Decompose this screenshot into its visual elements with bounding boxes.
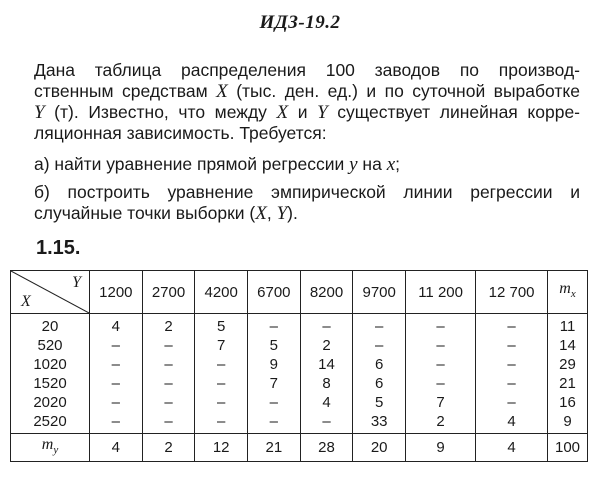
table-cell: –: [353, 336, 406, 355]
table-cell: 4: [300, 393, 353, 412]
table-row: [11, 374, 588, 393]
table-cell: –: [142, 374, 195, 393]
table-row: [11, 314, 588, 337]
table-cell: –: [142, 393, 195, 412]
distribution-table: [10, 270, 588, 462]
corner-y-label: Y: [72, 274, 81, 291]
table-cell: 5: [248, 336, 301, 355]
x-value: 1020: [11, 355, 90, 374]
mx-value: 11: [548, 314, 588, 337]
mx-value: 14: [548, 336, 588, 355]
my-value: 9: [406, 434, 476, 462]
table-cell: 2: [406, 412, 476, 434]
table-cell: 7: [248, 374, 301, 393]
table-row: [11, 355, 588, 374]
my-value: 20: [353, 434, 406, 462]
table-cell: –: [195, 393, 248, 412]
table-cell: 7: [406, 393, 476, 412]
x-value: 1520: [11, 374, 90, 393]
table-cell: 14: [300, 355, 353, 374]
table-cell: –: [90, 355, 143, 374]
intro-line-2: ственным средствам X (тыс. ден. ед.) и по суточной выработке: [34, 81, 580, 102]
task-a: а) найти уравнение прямой регрессии y на x;: [34, 154, 400, 175]
table-cell: 2: [300, 336, 353, 355]
table-cell: –: [248, 314, 301, 337]
intro-line-1: Дана таблица распределения 100 заводов по производ-: [34, 60, 580, 80]
intro-line-4: ляционная зависимость. Требуется:: [34, 123, 327, 143]
table-cell: 5: [353, 393, 406, 412]
my-value: 4: [476, 434, 548, 462]
mx-header: $m_x$: [548, 271, 588, 314]
table-cell: –: [476, 393, 548, 412]
table-cell: –: [300, 314, 353, 337]
y-value: 2700: [142, 271, 195, 314]
table-row: [11, 393, 588, 412]
table-cell: 5: [195, 314, 248, 337]
table-cell: –: [142, 336, 195, 355]
x-value: 20: [11, 314, 90, 337]
table-cell: 6: [353, 374, 406, 393]
table-cell: –: [476, 336, 548, 355]
table-cell: –: [142, 355, 195, 374]
my-header: $m_y$: [11, 434, 90, 462]
table-cell: 7: [195, 336, 248, 355]
table-cell: 9: [248, 355, 301, 374]
y-value: 11 200: [406, 271, 476, 314]
table-cell: –: [476, 374, 548, 393]
y-value: 6700: [248, 271, 301, 314]
problem-number: 1.15.: [36, 237, 81, 259]
mx-value: 9: [548, 412, 588, 434]
table-cell: –: [90, 374, 143, 393]
table-cell: –: [248, 393, 301, 412]
table-cell: –: [142, 412, 195, 434]
table-cell: –: [406, 374, 476, 393]
task-b: б) построить уравнение эмпирической линии регрессии и случайные точки выборки (X, Y).: [34, 182, 580, 224]
table-cell: –: [90, 393, 143, 412]
table-cell: 8: [300, 374, 353, 393]
my-value: 28: [300, 434, 353, 462]
table-cell: –: [353, 314, 406, 337]
page-title: ИДЗ-19.2: [259, 12, 341, 33]
corner-cell: [11, 271, 90, 314]
table-cell: –: [476, 314, 548, 337]
table-cell: –: [406, 314, 476, 337]
table-cell: –: [90, 412, 143, 434]
mx-value: 29: [548, 355, 588, 374]
mx-value: 16: [548, 393, 588, 412]
my-value: 4: [90, 434, 143, 462]
y-value: 9700: [353, 271, 406, 314]
table-cell: –: [195, 374, 248, 393]
y-value: 4200: [195, 271, 248, 314]
my-row: [11, 434, 588, 462]
table-cell: 2: [142, 314, 195, 337]
corner-x-label: X: [21, 293, 31, 310]
table-cell: 33: [353, 412, 406, 434]
x-value: 2520: [11, 412, 90, 434]
mx-value: 21: [548, 374, 588, 393]
my-value: 12: [195, 434, 248, 462]
var-x: X: [216, 81, 228, 102]
table-cell: –: [248, 412, 301, 434]
intro-paragraph: [34, 60, 580, 144]
table-cell: –: [90, 336, 143, 355]
table-cell: 6: [353, 355, 406, 374]
y-value: 8200: [300, 271, 353, 314]
my-value: 21: [248, 434, 301, 462]
table-cell: –: [300, 412, 353, 434]
table-row: [11, 336, 588, 355]
var-y: Y: [34, 102, 45, 123]
x-value: 520: [11, 336, 90, 355]
table-cell: –: [406, 336, 476, 355]
table-cell: –: [195, 412, 248, 434]
y-value: 1200: [90, 271, 143, 314]
my-value: 2: [142, 434, 195, 462]
table-cell: 4: [90, 314, 143, 337]
header-row: [11, 271, 588, 314]
table-cell: –: [195, 355, 248, 374]
table-cell: –: [476, 355, 548, 374]
table-row: [11, 412, 588, 434]
table-cell: 4: [476, 412, 548, 434]
y-value: 12 700: [476, 271, 548, 314]
x-value: 2020: [11, 393, 90, 412]
total-value: 100: [548, 434, 588, 462]
table-cell: –: [406, 355, 476, 374]
intro-line-3: Y (т). Известно, что между X и Y существует линейная корре-: [34, 102, 581, 123]
